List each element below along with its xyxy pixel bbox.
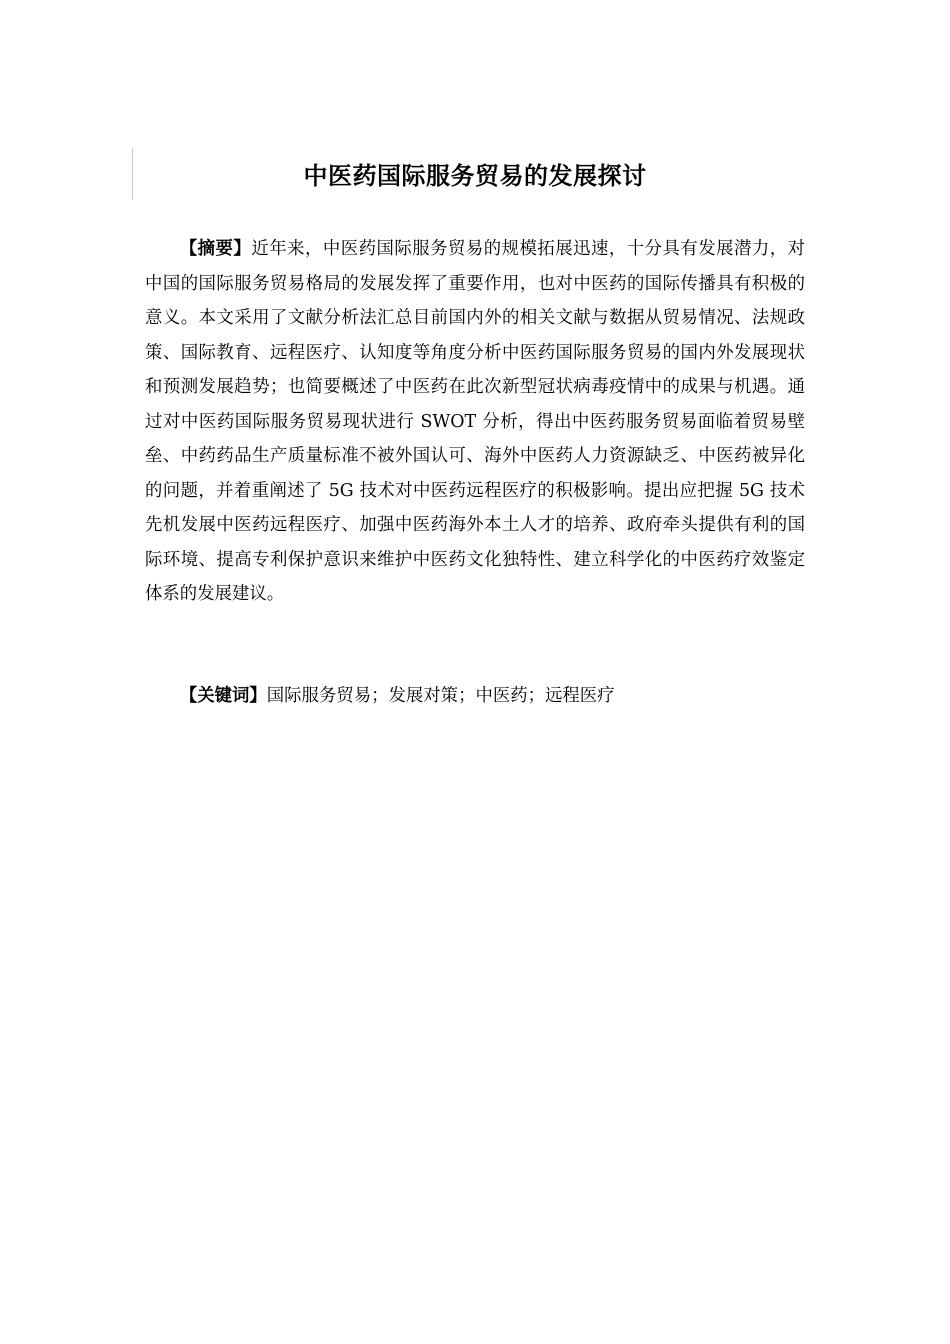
abstract-label: 【摘要】 [179, 239, 252, 259]
abstract-text: 近年来，中医药国际服务贸易的规模拓展迅速，十分具有发展潜力，对中国的国际服务贸易格局的发展发挥了重要作用，也对中医药的国际传播具有积极的意义。本文采用了文献分析法汇总目前国内外的相关文献与数据从贸易情况、法规政策、国际教育、远程医疗、认知度等角度分析中医药国际服务贸易的国内外发展现状和预测发展趋势；也简要概述了中医药在此次新型冠状病毒疫情中的成果与机遇。通过对中医药国际服务贸易现状进行 SWOT 分析，得出中医药服务贸易面临着贸易壁垒、中药药品生产质量标准不被外国认可、海外中医药人力资源缺乏、中医药被异化的问题，并着重阐述了 5G 技术对中医药远程医疗的积极影响。提出应把握 5G 技术先机发展中医药远程医疗、加强中医药海外本土人才的培养、政府牵头提供有利的国际环境、提高专利保护意识来维护中医药文化独特性、建立科学化的中医药疗效鉴定体系的发展建议。 [145, 239, 805, 604]
keywords-paragraph [145, 679, 805, 714]
keywords-text: 国际服务贸易；发展对策；中医药；远程医疗 [266, 686, 615, 706]
abstract-paragraph [145, 232, 805, 612]
keywords-label: 【关键词】 [179, 686, 267, 706]
paper-title: 中医药国际服务贸易的发展探讨 [303, 162, 647, 190]
margin-marker [132, 148, 133, 200]
